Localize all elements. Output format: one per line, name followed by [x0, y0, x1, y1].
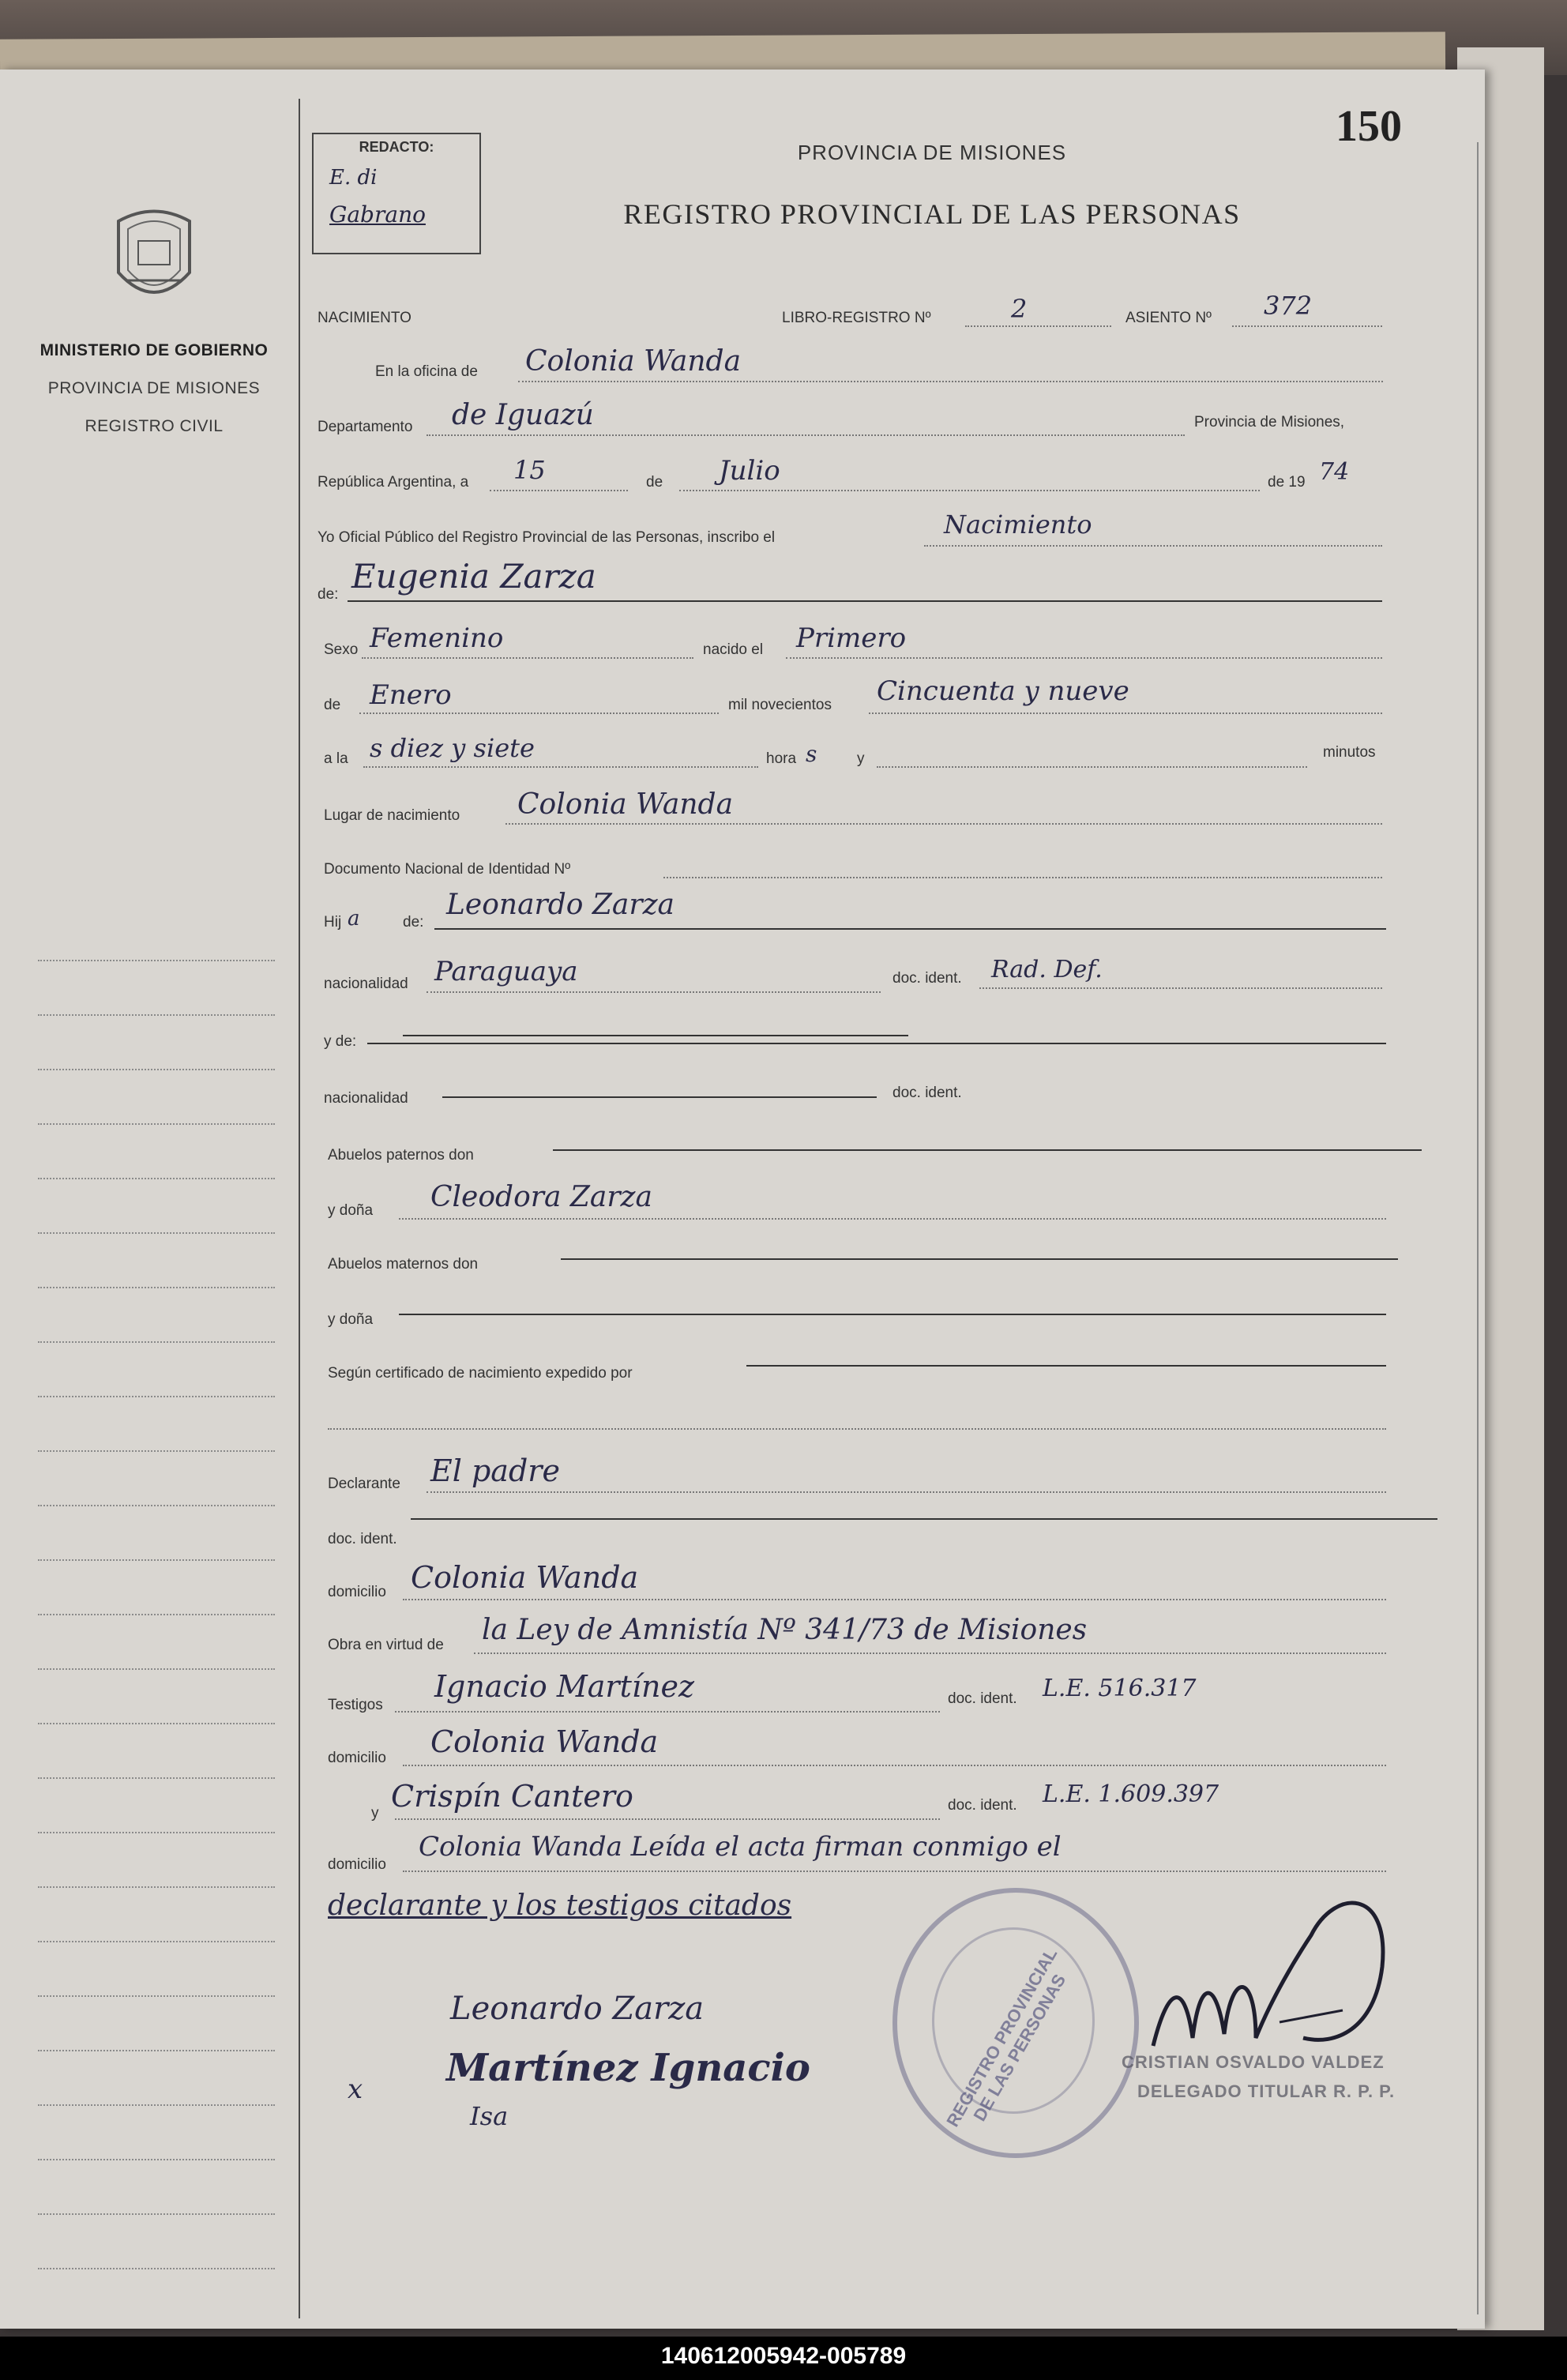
certificado-line	[746, 1365, 1386, 1367]
declarante-dots	[427, 1491, 1386, 1493]
nacionalidad-label: nacionalidad	[324, 976, 408, 992]
sexo-value: Femenino	[370, 622, 504, 654]
libro-value: 2	[1011, 294, 1028, 324]
ydona2-label: y doña	[328, 1311, 374, 1328]
docident1-dots	[979, 987, 1382, 989]
margin-blank-line	[38, 2159, 275, 2160]
testigo2-value: Crispín Cantero	[391, 1779, 633, 1814]
signature-mark: x	[348, 2074, 363, 2105]
provincia-label: Provincia de Misiones,	[1194, 414, 1345, 431]
margin-blank-line	[38, 1123, 275, 1125]
margin-blank-line	[38, 1287, 275, 1288]
docident5-label: doc. ident.	[948, 1797, 1017, 1814]
sexo-label: Sexo	[324, 641, 359, 658]
hijo-label: Hij	[324, 914, 342, 931]
margin-blank-line	[38, 1014, 275, 1016]
oficial-dots	[924, 545, 1382, 547]
libro-label: LIBRO-REGISTRO Nº	[782, 310, 931, 326]
departamento-value: de Iguazú	[452, 399, 594, 431]
person-value: Eugenia Zarza	[351, 557, 596, 596]
month-value: Julio	[719, 455, 780, 487]
redacto-handwriting-1: E. di	[329, 166, 378, 190]
birth-year-value: Cincuenta y nueve	[877, 675, 1129, 707]
margin-blank-line	[38, 1232, 275, 1234]
margin-blank-line	[38, 1723, 275, 1724]
testigo2-doc: L.E. 1.609.397	[1043, 1780, 1219, 1808]
minutos-dots	[877, 766, 1307, 768]
oficina-label: En la oficina de	[375, 363, 478, 380]
abuelos-pat-label: Abuelos paternos don	[328, 1147, 474, 1164]
birth-month-dots	[359, 712, 719, 714]
nacimiento-label: NACIMIENTO	[318, 310, 411, 326]
margin-blank-line	[38, 1341, 275, 1343]
document-id: 140612005942-005789	[660, 2343, 907, 2369]
de-label: de	[646, 474, 663, 491]
mil-label: mil novecientos	[728, 697, 832, 713]
asiento-value: 372	[1264, 291, 1313, 321]
margin-blank-line	[38, 1941, 275, 1942]
abuelos-pat-line	[553, 1149, 1422, 1151]
oficina-dots	[518, 381, 1383, 382]
registry-label: REGISTRO CIVIL	[85, 417, 224, 435]
de3-label: de:	[403, 914, 424, 931]
obra-label: Obra en virtud de	[328, 1637, 444, 1653]
margin-blank-line	[38, 1450, 275, 1452]
delegado-title: DELEGADO TITULAR R. P. P.	[1137, 2081, 1396, 2101]
lugar-label: Lugar de nacimiento	[324, 807, 460, 824]
abuelos-mat-line	[561, 1258, 1398, 1260]
lugar-dots	[505, 823, 1382, 825]
coat-of-arms-icon	[103, 197, 205, 316]
obra-dots	[474, 1652, 1386, 1654]
hijo-suffix: a	[348, 907, 360, 931]
horas-suffix: s	[806, 741, 817, 767]
domicilio3-label: domicilio	[328, 1856, 386, 1873]
margin-blank-line	[38, 2050, 275, 2051]
redacto-label: REDACTO:	[359, 139, 434, 155]
margin-blank-line	[38, 1559, 275, 1561]
province-label: PROVINCIA DE MISIONES	[47, 379, 261, 397]
certificado-dots	[328, 1428, 1386, 1430]
margin-blank-line	[38, 1505, 275, 1506]
testigo1-value: Ignacio Martínez	[434, 1669, 694, 1704]
margin-blank-line	[38, 2104, 275, 2106]
margin-blank-line	[38, 1777, 275, 1779]
nacionalidad2-line	[442, 1096, 877, 1098]
hora-dots	[363, 766, 758, 768]
horas-label: hora	[766, 750, 797, 767]
dni-dots	[663, 877, 1382, 878]
certificado-label: Según certificado de nacimiento expedido por	[328, 1365, 633, 1382]
obra-value: la Ley de Amnistía Nº 341/73 de Misiones	[482, 1614, 1088, 1646]
ydona-label: y doña	[328, 1202, 374, 1219]
y2-label: y	[371, 1805, 379, 1822]
alas-label: a la	[324, 750, 348, 767]
left-header	[24, 197, 284, 446]
ministry-label: MINISTERIO DE GOBIERNO	[39, 341, 269, 359]
nacido-label: nacido el	[703, 641, 764, 658]
margin-blank-line	[38, 1832, 275, 1833]
domicilio2-value: Colonia Wanda	[430, 1724, 659, 1759]
year-value: 74	[1319, 458, 1350, 486]
testigos-label: Testigos	[328, 1697, 383, 1713]
minutos-label: minutos	[1323, 744, 1376, 761]
redacto-box	[312, 133, 481, 254]
hora-value: s diez y siete	[370, 733, 535, 763]
yde-line	[367, 1043, 1386, 1044]
margin-blank-line	[38, 960, 275, 961]
person-line	[348, 600, 1382, 602]
day-value: 15	[513, 455, 546, 485]
right-rule	[1477, 142, 1479, 2314]
departamento-dots	[427, 434, 1185, 436]
ydona2-line	[399, 1314, 1386, 1315]
domicilio3-value: Colonia Wanda Leída el acta firman conmigo el	[419, 1831, 1062, 1863]
birth-year-dots	[869, 712, 1382, 714]
domicilio2-dots	[403, 1765, 1386, 1766]
delegado-name: CRISTIAN OSVALDO VALDEZ	[1122, 2052, 1385, 2072]
parent1-value: Leonardo Zarza	[446, 889, 675, 921]
republica-label: República Argentina, a	[318, 474, 469, 491]
docident4-label: doc. ident.	[948, 1690, 1017, 1707]
registry-title: REGISTRO PROVINCIAL DE LAS PERSONAS	[623, 198, 1241, 230]
closing-value: declarante y los testigos citados	[328, 1889, 792, 1922]
dni-label: Documento Nacional de Identidad Nº	[324, 861, 571, 878]
day-dots	[490, 490, 628, 491]
docident3-label: doc. ident.	[328, 1531, 397, 1547]
testigo1-doc: L.E. 516.317	[1043, 1675, 1197, 1702]
sexo-dots	[362, 657, 693, 659]
de-person-label: de:	[318, 586, 339, 603]
margin-rule	[299, 99, 300, 2318]
margin-blank-line	[38, 1069, 275, 1070]
margin-blank-line	[38, 1886, 275, 1888]
redacto-handwriting-2: Gabrano	[329, 201, 426, 227]
signature-isa: Isa	[470, 2101, 509, 2131]
abuelos-mat-label: Abuelos maternos don	[328, 1256, 479, 1273]
testigo2-dots	[395, 1818, 940, 1820]
domicilio1-label: domicilio	[328, 1584, 386, 1600]
birth-month-value: Enero	[370, 679, 452, 711]
yde-label: y de:	[324, 1033, 357, 1050]
margin-blank-line	[38, 1614, 275, 1615]
nacido-value: Primero	[796, 622, 907, 654]
departamento-label: Departamento	[318, 419, 413, 435]
asiento-dots	[1232, 325, 1382, 327]
signature-martinez: Martínez Ignacio	[446, 2046, 810, 2090]
docident3-line	[411, 1518, 1437, 1520]
nacido-dots	[786, 657, 1382, 659]
margin-blank-line	[38, 1995, 275, 1997]
ydona-dots	[399, 1218, 1386, 1220]
month-dots	[679, 490, 1260, 491]
nacionalidad2-label: nacionalidad	[324, 1090, 408, 1107]
domicilio1-dots	[403, 1599, 1386, 1600]
year-prefix: de 19	[1268, 474, 1306, 491]
nacionalidad1-dots	[427, 991, 881, 993]
margin-blank-line	[38, 2268, 275, 2269]
declarante-label: Declarante	[328, 1476, 400, 1492]
stamp-text: REGISTRO PROVINCIAL DE LAS PERSONAS	[942, 1944, 1070, 2130]
libro-dots	[965, 325, 1111, 327]
docident1-value: Rad. Def.	[991, 956, 1103, 983]
margin-blank-line	[38, 1178, 275, 1179]
docident2-label: doc. ident.	[892, 1085, 962, 1101]
margin-blank-line	[38, 2213, 275, 2215]
signature-leonardo: Leonardo Zarza	[450, 1991, 705, 2027]
testigo1-dots	[395, 1711, 940, 1713]
oficial-value: Nacimiento	[944, 509, 1092, 540]
oficial-label: Yo Oficial Público del Registro Provincial de las Personas, inscribo el	[318, 529, 776, 546]
nacionalidad1-value: Paraguaya	[434, 956, 578, 987]
abuela-pat-value: Cleodora Zarza	[430, 1181, 652, 1213]
domicilio1-value: Colonia Wanda	[411, 1560, 639, 1595]
declarante-value: El padre	[430, 1453, 560, 1488]
page-number: 150	[1336, 102, 1402, 151]
yde-strike	[403, 1035, 908, 1036]
province-title: PROVINCIA DE MISIONES	[797, 141, 1067, 164]
margin-blank-line	[38, 1668, 275, 1670]
asiento-label: ASIENTO Nº	[1125, 310, 1212, 326]
docident-label: doc. ident.	[892, 970, 962, 987]
margin-blank-line	[38, 1396, 275, 1397]
parent1-line	[434, 928, 1386, 930]
domicilio2-label: domicilio	[328, 1750, 386, 1766]
lugar-value: Colonia Wanda	[517, 788, 734, 821]
y-label: y	[857, 750, 865, 767]
oficina-value: Colonia Wanda	[525, 345, 742, 378]
de2-label: de	[324, 697, 341, 713]
